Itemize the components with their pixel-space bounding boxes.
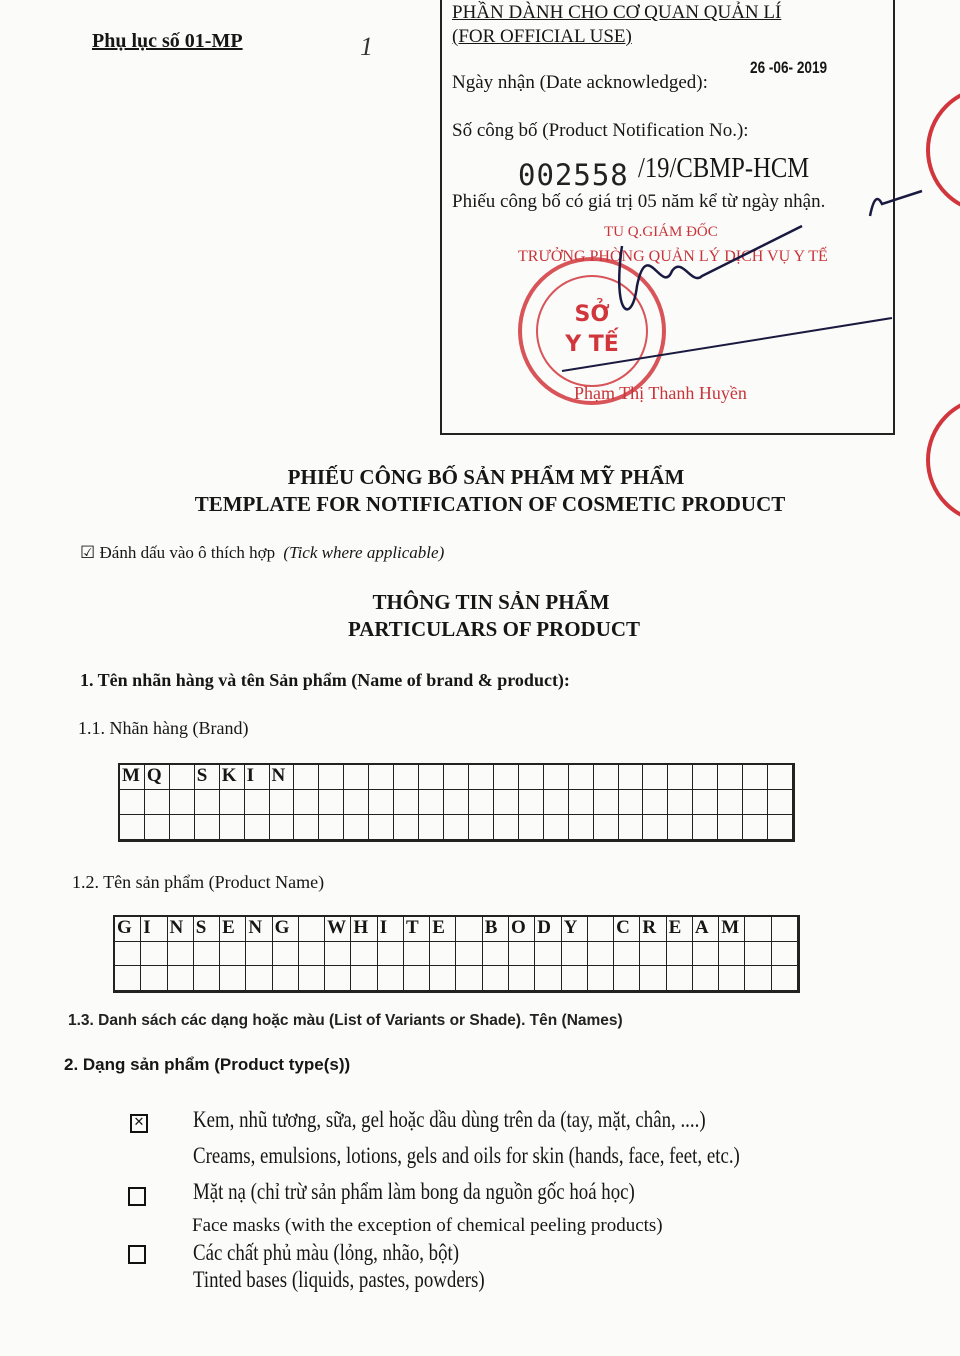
official-title-vi: PHẦN DÀNH CHO CƠ QUAN QUẢN LÍ bbox=[452, 2, 782, 23]
grid-cell[interactable] bbox=[588, 942, 614, 967]
grid-cell[interactable]: T bbox=[404, 917, 430, 942]
seal-text: SỞ bbox=[574, 302, 610, 327]
official-use-box bbox=[440, 0, 895, 435]
grid-cell[interactable] bbox=[145, 815, 170, 840]
form-title-vi: PHIẾU CÔNG BỐ SẢN PHẨM MỸ PHẨM bbox=[287, 465, 685, 489]
grid-cell[interactable] bbox=[456, 942, 482, 967]
section-title-en: PARTICULARS OF PRODUCT bbox=[347, 617, 641, 641]
grid-cell[interactable] bbox=[419, 815, 444, 840]
grid-cell[interactable] bbox=[294, 790, 319, 815]
product-type-en: Tinted bases (liquids, pastes, powders) bbox=[193, 1267, 485, 1292]
question-1-2: 1.2. Tên sản phẩm (Product Name) bbox=[72, 872, 325, 892]
grid-cell[interactable] bbox=[614, 942, 640, 967]
grid-cell[interactable]: R bbox=[640, 917, 666, 942]
product-type-vi: Mặt nạ (chỉ trừ sản phẩm làm bong da nguồn gốc hoá học) bbox=[193, 1179, 635, 1204]
grid-cell[interactable]: Q bbox=[145, 765, 170, 790]
grid-cell[interactable] bbox=[743, 815, 768, 840]
side-seal-icon bbox=[920, 80, 960, 220]
grid-cell[interactable] bbox=[535, 966, 561, 991]
grid-cell[interactable] bbox=[168, 942, 194, 967]
grid-cell[interactable]: N bbox=[246, 917, 272, 942]
grid-cell[interactable]: D bbox=[535, 917, 561, 942]
grid-cell[interactable] bbox=[494, 790, 519, 815]
form-title-en: TEMPLATE FOR NOTIFICATION OF COSMETIC PRODUCT bbox=[194, 492, 786, 516]
grid-cell[interactable] bbox=[145, 790, 170, 815]
grid-cell[interactable] bbox=[456, 917, 482, 942]
grid-cell[interactable]: S bbox=[194, 917, 220, 942]
date-value: 26 -06- 2019 bbox=[750, 58, 828, 77]
grid-cell[interactable] bbox=[394, 765, 419, 790]
grid-cell[interactable] bbox=[588, 966, 614, 991]
product-type-en: Face masks (with the exception of chemical peeling products) bbox=[192, 1215, 663, 1236]
grid-cell[interactable] bbox=[378, 966, 404, 991]
checkbox-ticked-icon: ☑ bbox=[80, 543, 96, 563]
grid-cell[interactable] bbox=[220, 966, 246, 991]
grid-cell[interactable]: K bbox=[220, 765, 245, 790]
date-label: Ngày nhận (Date acknowledged): bbox=[452, 72, 708, 93]
grid-cell[interactable] bbox=[120, 815, 145, 840]
section-title-vi: THÔNG TIN SẢN PHẨM bbox=[372, 590, 610, 614]
product-name-grid[interactable] bbox=[113, 915, 800, 993]
grid-cell[interactable]: E bbox=[430, 917, 456, 942]
question-1: 1. Tên nhãn hàng và tên Sản phẩm (Name of brand & product): bbox=[80, 670, 570, 690]
grid-cell[interactable] bbox=[483, 966, 509, 991]
grid-cell[interactable] bbox=[245, 815, 270, 840]
grid-cell[interactable] bbox=[351, 942, 377, 967]
grid-cell[interactable] bbox=[768, 790, 793, 815]
grid-cell[interactable] bbox=[772, 942, 798, 967]
tick-note-vi: Đánh dấu vào ô thích hợp bbox=[99, 543, 276, 562]
grid-cell[interactable] bbox=[594, 815, 619, 840]
grid-cell[interactable] bbox=[768, 765, 793, 790]
grid-cell[interactable] bbox=[430, 966, 456, 991]
grid-cell[interactable] bbox=[168, 966, 194, 991]
tick-note bbox=[80, 543, 444, 563]
grid-cell[interactable] bbox=[194, 966, 220, 991]
grid-cell[interactable] bbox=[299, 966, 325, 991]
grid-cell[interactable] bbox=[325, 966, 351, 991]
grid-cell[interactable] bbox=[141, 966, 167, 991]
grid-cell[interactable] bbox=[419, 765, 444, 790]
grid-cell[interactable] bbox=[743, 765, 768, 790]
grid-cell[interactable]: M bbox=[120, 765, 145, 790]
grid-cell[interactable] bbox=[509, 942, 535, 967]
signer-title-1: TU Q.GIÁM ĐỐC bbox=[604, 224, 718, 240]
grid-cell[interactable] bbox=[544, 790, 569, 815]
grid-cell[interactable] bbox=[273, 966, 299, 991]
grid-cell[interactable]: G bbox=[273, 917, 299, 942]
grid-cell[interactable]: N bbox=[270, 765, 295, 790]
grid-cell[interactable] bbox=[394, 790, 419, 815]
grid-cell[interactable] bbox=[170, 790, 195, 815]
grid-cell[interactable] bbox=[535, 942, 561, 967]
product-type-checkbox[interactable]: ✕ bbox=[130, 1114, 148, 1133]
grid-cell[interactable] bbox=[693, 765, 718, 790]
grid-cell[interactable] bbox=[430, 942, 456, 967]
grid-cell[interactable] bbox=[693, 966, 719, 991]
grid-cell[interactable] bbox=[195, 790, 220, 815]
grid-cell[interactable] bbox=[220, 790, 245, 815]
grid-cell[interactable] bbox=[115, 942, 141, 967]
grid-cell[interactable] bbox=[745, 966, 771, 991]
signer-name: Phạm Thị Thanh Huyền bbox=[574, 383, 747, 403]
grid-cell[interactable] bbox=[245, 790, 270, 815]
grid-cell[interactable] bbox=[444, 815, 469, 840]
question-1-1: 1.1. Nhãn hàng (Brand) bbox=[78, 718, 249, 738]
grid-cell[interactable] bbox=[444, 790, 469, 815]
official-title-en: (FOR OFFICIAL USE) bbox=[452, 26, 632, 47]
grid-cell[interactable] bbox=[718, 765, 743, 790]
grid-cell[interactable]: Y bbox=[562, 917, 588, 942]
grid-cell[interactable] bbox=[614, 966, 640, 991]
grid-cell[interactable] bbox=[404, 966, 430, 991]
grid-cell[interactable] bbox=[743, 790, 768, 815]
grid-cell[interactable] bbox=[745, 942, 771, 967]
grid-cell[interactable] bbox=[369, 790, 394, 815]
grid-cell[interactable] bbox=[768, 815, 793, 840]
product-type-en: Creams, emulsions, lotions, gels and oils for skin (hands, face, feet, etc.) bbox=[193, 1143, 740, 1168]
grid-cell[interactable] bbox=[718, 815, 743, 840]
grid-cell[interactable] bbox=[319, 765, 344, 790]
grid-cell[interactable] bbox=[483, 942, 509, 967]
grid-cell[interactable] bbox=[294, 815, 319, 840]
tick-note-en: (Tick where applicable) bbox=[283, 543, 445, 562]
grid-cell[interactable] bbox=[569, 765, 594, 790]
grid-cell[interactable] bbox=[325, 942, 351, 967]
grid-cell[interactable] bbox=[640, 942, 666, 967]
grid-cell[interactable] bbox=[619, 765, 644, 790]
grid-cell[interactable]: O bbox=[509, 917, 535, 942]
grid-cell[interactable] bbox=[344, 790, 369, 815]
grid-cell[interactable] bbox=[519, 815, 544, 840]
grid-cell[interactable] bbox=[619, 790, 644, 815]
grid-cell[interactable] bbox=[667, 966, 693, 991]
grid-cell[interactable] bbox=[378, 942, 404, 967]
question-1-3: 1.3. Danh sách các dạng hoặc màu (List of Variants or Shade). Tên (Names) bbox=[68, 1012, 623, 1029]
grid-cell[interactable] bbox=[594, 765, 619, 790]
grid-cell[interactable] bbox=[544, 765, 569, 790]
grid-cell[interactable] bbox=[772, 966, 798, 991]
grid-cell[interactable] bbox=[195, 815, 220, 840]
grid-cell[interactable]: B bbox=[483, 917, 509, 942]
signer-title-2: TRƯỞNG PHÒNG QUẢN LÝ DỊCH VỤ Y TẾ bbox=[518, 248, 828, 265]
brand-grid[interactable] bbox=[118, 763, 795, 842]
grid-cell[interactable] bbox=[772, 917, 798, 942]
notification-suffix: /19/CBMP-HCM bbox=[638, 152, 810, 184]
grid-cell[interactable] bbox=[719, 942, 745, 967]
svg-text:Y TẾ: Y TẾ bbox=[565, 332, 619, 357]
grid-cell[interactable] bbox=[369, 765, 394, 790]
notification-number: 002558 bbox=[518, 158, 629, 192]
grid-cell[interactable] bbox=[619, 815, 644, 840]
grid-cell[interactable] bbox=[643, 815, 668, 840]
grid-cell[interactable] bbox=[519, 765, 544, 790]
grid-cell[interactable]: M bbox=[719, 917, 745, 942]
grid-cell[interactable] bbox=[469, 815, 494, 840]
grid-cell[interactable] bbox=[718, 790, 743, 815]
grid-cell[interactable] bbox=[693, 815, 718, 840]
grid-cell[interactable] bbox=[194, 942, 220, 967]
grid-cell[interactable] bbox=[469, 790, 494, 815]
product-type-checkbox[interactable] bbox=[128, 1187, 146, 1206]
grid-cell[interactable] bbox=[693, 790, 718, 815]
product-type-vi: Kem, nhũ tương, sữa, gel hoặc dầu dùng trên da (tay, mặt, chân, ....) bbox=[193, 1107, 706, 1132]
grid-cell[interactable]: I bbox=[245, 765, 270, 790]
page-mark: 1 bbox=[360, 32, 373, 61]
grid-cell[interactable] bbox=[419, 790, 444, 815]
grid-cell[interactable] bbox=[444, 765, 469, 790]
grid-cell[interactable]: I bbox=[378, 917, 404, 942]
grid-cell[interactable] bbox=[246, 966, 272, 991]
grid-cell[interactable] bbox=[494, 815, 519, 840]
grid-cell[interactable]: E bbox=[220, 917, 246, 942]
grid-cell[interactable] bbox=[120, 790, 145, 815]
grid-cell[interactable] bbox=[544, 815, 569, 840]
grid-cell[interactable]: S bbox=[195, 765, 220, 790]
product-type-checkbox[interactable] bbox=[128, 1245, 146, 1264]
grid-cell[interactable] bbox=[509, 966, 535, 991]
grid-cell[interactable] bbox=[319, 815, 344, 840]
grid-cell[interactable] bbox=[456, 966, 482, 991]
grid-cell[interactable] bbox=[270, 790, 295, 815]
grid-cell[interactable] bbox=[569, 790, 594, 815]
grid-cell[interactable] bbox=[469, 765, 494, 790]
grid-cell[interactable]: N bbox=[168, 917, 194, 942]
grid-cell[interactable] bbox=[668, 790, 693, 815]
grid-cell[interactable] bbox=[294, 765, 319, 790]
grid-cell[interactable]: G bbox=[115, 917, 141, 942]
grid-cell[interactable] bbox=[246, 942, 272, 967]
grid-cell[interactable] bbox=[588, 917, 614, 942]
grid-cell[interactable] bbox=[299, 942, 325, 967]
notification-label: Số công bố (Product Notification No.): bbox=[452, 120, 749, 141]
grid-cell[interactable]: W bbox=[325, 917, 351, 942]
grid-cell[interactable] bbox=[344, 815, 369, 840]
grid-cell[interactable]: H bbox=[351, 917, 377, 942]
validity-note: Phiếu công bố có giá trị 05 năm kể từ ngày nhận. bbox=[452, 191, 826, 212]
grid-cell[interactable] bbox=[394, 815, 419, 840]
question-2: 2. Dạng sản phẩm (Product type(s)) bbox=[64, 1055, 351, 1074]
grid-cell[interactable] bbox=[369, 815, 394, 840]
grid-cell[interactable] bbox=[299, 917, 325, 942]
grid-cell[interactable]: E bbox=[667, 917, 693, 942]
grid-cell[interactable] bbox=[344, 765, 369, 790]
grid-cell[interactable] bbox=[404, 942, 430, 967]
grid-cell[interactable] bbox=[220, 942, 246, 967]
grid-cell[interactable] bbox=[640, 966, 666, 991]
grid-cell[interactable] bbox=[562, 942, 588, 967]
grid-cell[interactable]: I bbox=[141, 917, 167, 942]
grid-cell[interactable] bbox=[745, 917, 771, 942]
grid-cell[interactable] bbox=[519, 790, 544, 815]
grid-cell[interactable] bbox=[719, 966, 745, 991]
grid-cell[interactable] bbox=[170, 815, 195, 840]
appendix-label: Phụ lục số 01-MP bbox=[92, 30, 243, 52]
grid-cell[interactable] bbox=[668, 815, 693, 840]
grid-cell[interactable]: A bbox=[693, 917, 719, 942]
grid-cell[interactable] bbox=[668, 765, 693, 790]
grid-cell[interactable] bbox=[351, 966, 377, 991]
grid-cell[interactable] bbox=[643, 765, 668, 790]
grid-cell[interactable] bbox=[115, 966, 141, 991]
grid-cell[interactable] bbox=[562, 966, 588, 991]
grid-cell[interactable] bbox=[270, 815, 295, 840]
grid-cell[interactable] bbox=[569, 815, 594, 840]
grid-cell[interactable] bbox=[693, 942, 719, 967]
grid-cell[interactable] bbox=[170, 765, 195, 790]
grid-cell[interactable] bbox=[319, 790, 344, 815]
grid-cell[interactable] bbox=[273, 942, 299, 967]
grid-cell[interactable] bbox=[220, 815, 245, 840]
grid-cell[interactable] bbox=[494, 765, 519, 790]
product-type-vi: Các chất phủ màu (lỏng, nhão, bột) bbox=[193, 1240, 460, 1265]
grid-cell[interactable]: C bbox=[614, 917, 640, 942]
grid-cell[interactable] bbox=[594, 790, 619, 815]
signature-icon bbox=[552, 176, 952, 396]
grid-cell[interactable] bbox=[667, 942, 693, 967]
grid-cell[interactable] bbox=[141, 942, 167, 967]
grid-cell[interactable] bbox=[643, 790, 668, 815]
